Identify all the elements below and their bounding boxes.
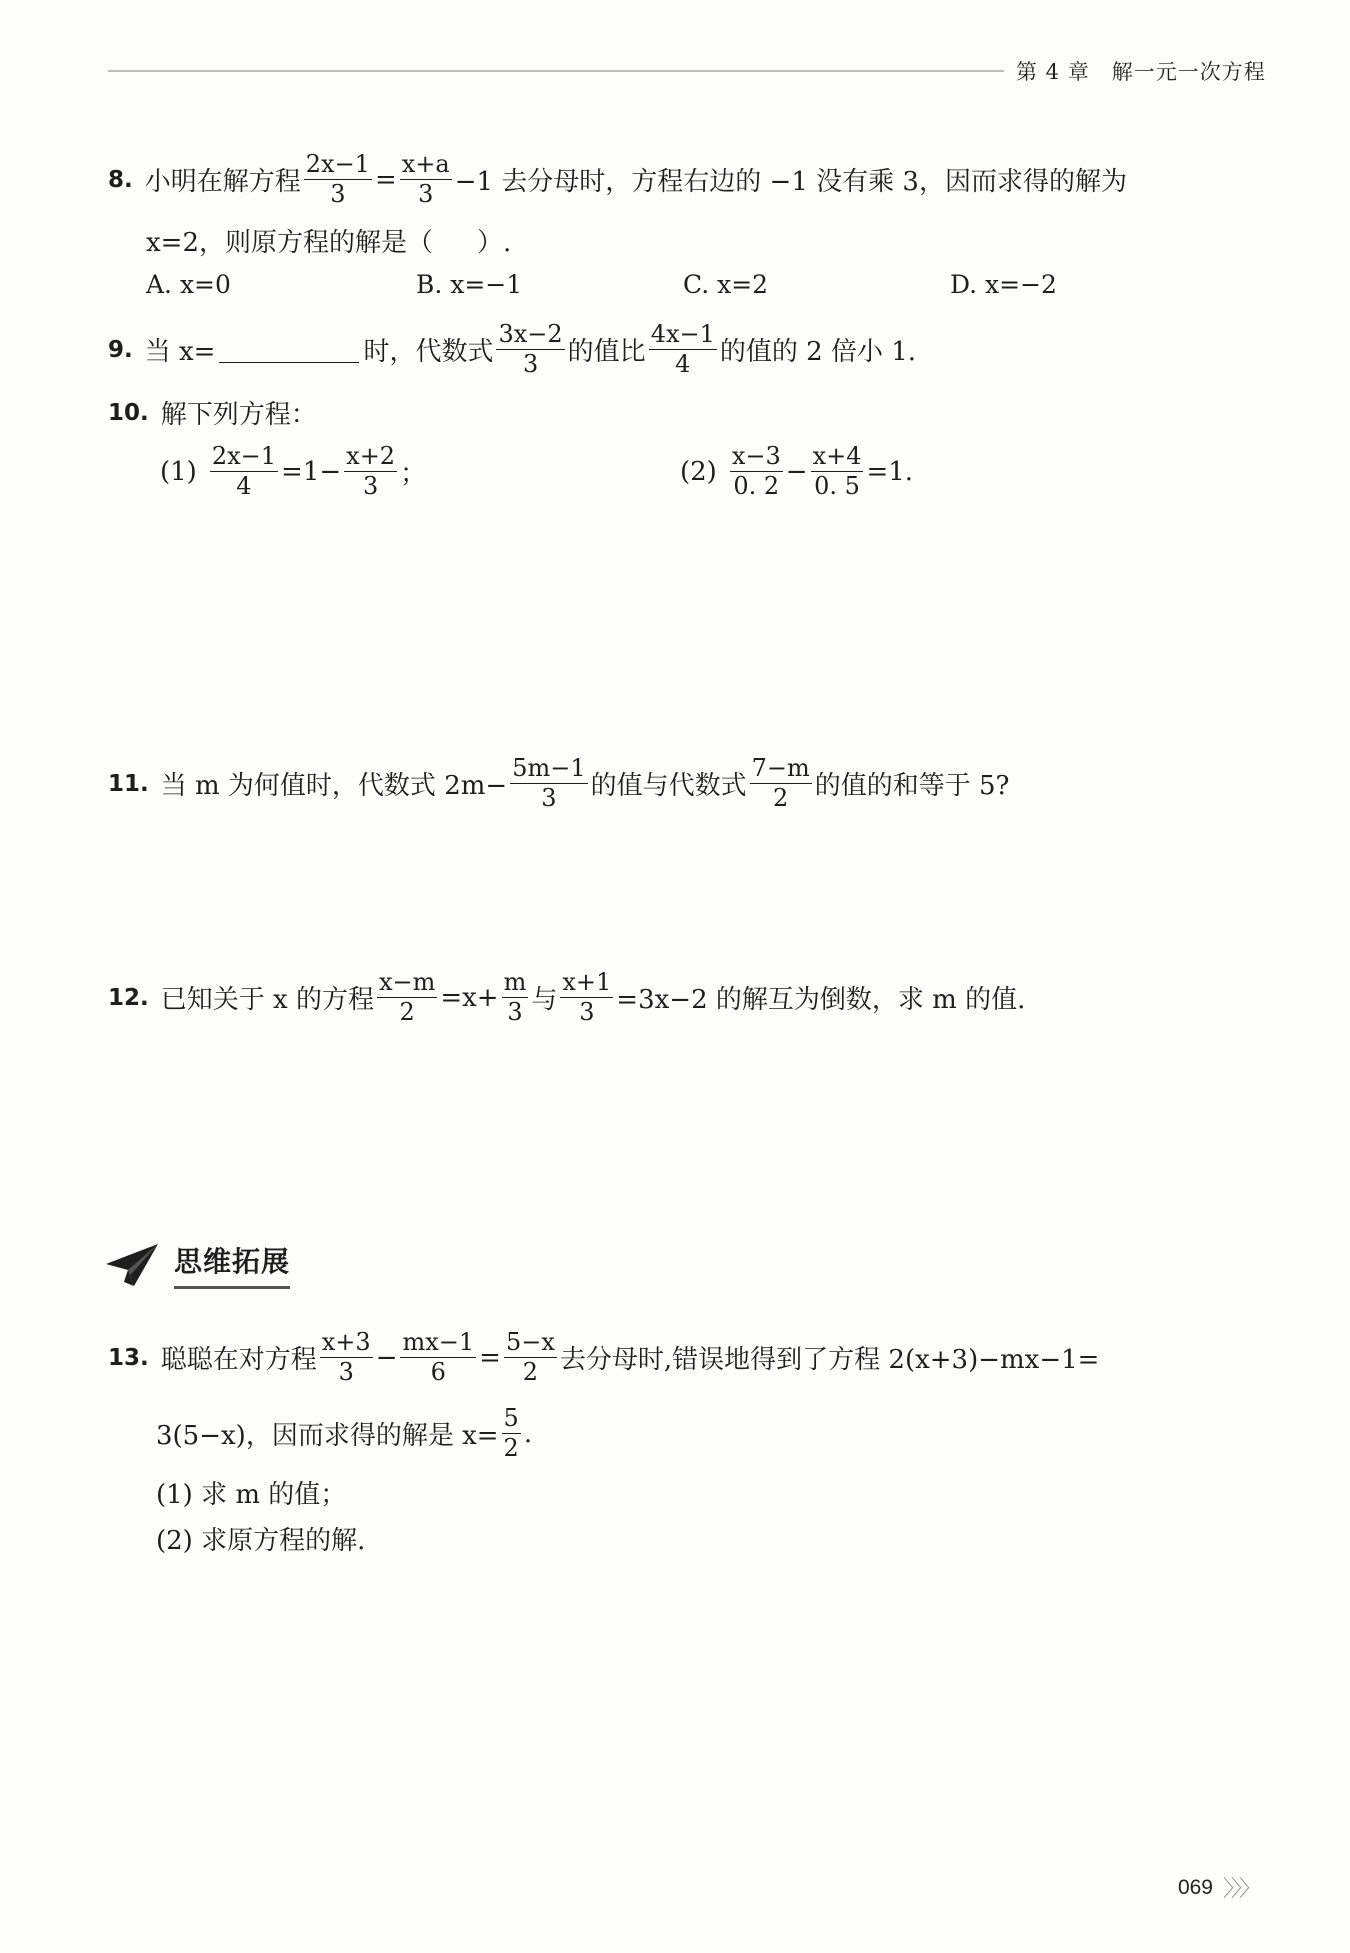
- question-text: 时，代数式: [363, 337, 494, 368]
- question-13-sub-2: (2) 求原方程的解.: [156, 1526, 366, 1556]
- question-text: 聪聪在对方程: [160, 1345, 317, 1376]
- chevron-right-icon: 〉〉〉: [1222, 1876, 1258, 1901]
- question-text: 去分母时,错误地得到了方程 2(x+3)−mx−1=: [559, 1345, 1100, 1376]
- option-c: C. x=2: [683, 270, 769, 299]
- question-10: [108, 394, 317, 431]
- question-text: 解下列方程：: [160, 400, 317, 430]
- question-8-line-2: [146, 222, 511, 259]
- question-8-line-1: [108, 152, 1127, 207]
- question-number: 10.: [108, 399, 149, 426]
- question-13-line-1: [108, 1330, 1099, 1385]
- question-text: 小明在解方程: [144, 167, 301, 198]
- question-text: 当 x=: [144, 337, 216, 368]
- fraction: $\frac{x+4}{0. 5}$: [812, 442, 862, 501]
- fraction: $\frac{3x-2}{3}$: [498, 320, 563, 379]
- question-10-part-2: [680, 444, 913, 499]
- fraction: $\frac{4x-1}{4}$: [650, 320, 715, 379]
- question-text: −1 去分母时，方程右边的 −1 没有乘 3，因而求得的解为: [454, 167, 1127, 198]
- question-11: [108, 756, 1010, 811]
- question-9: [108, 322, 916, 377]
- equation-text: −: [785, 456, 808, 487]
- equals-sign: =: [374, 164, 397, 195]
- equation-text: =: [479, 1342, 501, 1373]
- question-text: 当 m 为何值时，代数式 2m−: [160, 771, 508, 802]
- question-text: 的值比: [567, 337, 646, 368]
- part-label: (2): [680, 456, 717, 487]
- fraction: $\frac{x-3}{0. 2}$: [731, 442, 781, 501]
- question-text: 的值的 2 倍小 1.: [719, 337, 917, 368]
- question-10-part-1: [160, 444, 426, 499]
- fraction: $\frac{x+3}{3}$: [321, 1328, 371, 1387]
- equation-text: −: [375, 1342, 398, 1373]
- fill-blank[interactable]: [219, 336, 359, 363]
- fraction: $\frac{5}{2}$: [503, 1404, 519, 1463]
- equation-text: =1.: [866, 456, 914, 487]
- fraction: $\frac{5-x}{2}$: [505, 1328, 555, 1387]
- fraction: $\frac{x+1}{3}$: [562, 968, 612, 1027]
- question-text: x=2，则原方程的解是（: [146, 228, 433, 258]
- header-rule: [108, 70, 1004, 72]
- fraction: $\frac{2x-1}{3}$: [305, 150, 370, 209]
- question-text: 的值的和等于 5?: [814, 771, 1010, 802]
- question-number: 13.: [108, 1344, 149, 1371]
- page-footer: [1178, 1872, 1258, 1903]
- option-a: A. x=0: [146, 270, 231, 299]
- question-13-sub-1: (1) 求 m 的值；: [156, 1480, 347, 1510]
- page-number: 069: [1177, 1875, 1213, 1899]
- question-text: 与: [531, 985, 558, 1016]
- question-text: ）.: [477, 228, 512, 258]
- fraction: $\frac{5m-1}{3}$: [512, 754, 586, 813]
- paper-plane-icon: [104, 1242, 160, 1288]
- question-text: =3x−2 的解互为倒数，求 m 的值.: [616, 985, 1026, 1016]
- fraction: $\frac{x-m}{2}$: [378, 968, 436, 1027]
- question-number: 12.: [108, 984, 149, 1011]
- question-text: 已知关于 x 的方程: [160, 985, 374, 1016]
- question-13-line-2: [156, 1406, 532, 1461]
- option-b: B. x=−1: [416, 270, 523, 299]
- question-number: 11.: [108, 770, 149, 797]
- equation-text: ；: [400, 459, 427, 490]
- question-text: 3(5−x)，因而求得的解是 x=: [156, 1421, 499, 1452]
- equation-text: =1−: [281, 456, 342, 487]
- chapter-header: 第 4 章 解一元一次方程: [1016, 60, 1266, 84]
- section-title: 思维拓展: [174, 1240, 290, 1289]
- question-text: .: [523, 1418, 533, 1449]
- part-label: (1): [160, 456, 197, 487]
- question-number: 9.: [108, 336, 133, 363]
- option-d: D. x=−2: [950, 270, 1057, 299]
- fraction: $\frac{2x-1}{4}$: [211, 442, 277, 501]
- question-number: 8.: [108, 166, 133, 193]
- fraction: $\frac{x+a}{3}$: [401, 150, 450, 209]
- question-text: 的值与代数式: [590, 771, 747, 802]
- section-header: [104, 1240, 290, 1289]
- fraction: $\frac{m}{3}$: [503, 968, 527, 1027]
- fraction: $\frac{7-m}{2}$: [751, 754, 810, 813]
- question-text: =x+: [440, 982, 499, 1013]
- question-12: [108, 970, 1025, 1025]
- fraction: $\frac{x+2}{3}$: [346, 442, 396, 501]
- fraction: $\frac{mx-1}{6}$: [402, 1328, 475, 1387]
